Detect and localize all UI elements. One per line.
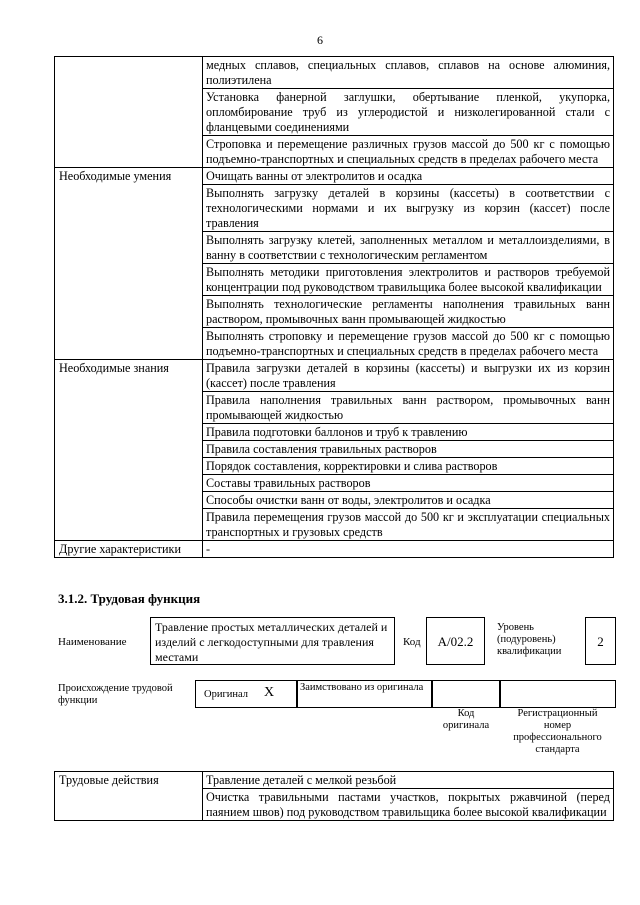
code-label: Код (403, 636, 421, 648)
table-row (55, 57, 614, 89)
original-label: Оригинал (204, 689, 248, 700)
table-row (55, 541, 614, 558)
level-box (585, 617, 616, 665)
row-item: Выполнять загрузку клетей, заполненных металлом и металлоизделиями, в ванну в соответствии с технологическим регламентом (203, 232, 614, 264)
row-item: Составы травильных растворов (203, 475, 614, 492)
row-item: Очищать ванны от электролитов и осадка (203, 168, 614, 185)
row-item: Правила перемещения грузов массой до 500 кг и эксплуатации специальных транспортных и грузовых средств (203, 509, 614, 541)
row-item: Правила загрузки деталей в корзины (кассеты) и выгрузки их из корзин (кассет) после травления (203, 360, 614, 392)
row-item: Правила составления травильных растворов (203, 441, 614, 458)
row-item: Установка фанерной заглушки, обертывание пленкой, укупорка, опломбирование труб из углеродистой и низколегированной стали с фланцевыми соединениями (203, 89, 614, 136)
row-item: Способы очистки ванн от воды, электролитов и осадка (203, 492, 614, 509)
row-item: Травление деталей с мелкой резьбой (203, 772, 614, 789)
table-row (55, 772, 614, 789)
level-label: Уровень (подуровень) квалификации (497, 622, 562, 657)
row-label: Необходимые умения (55, 168, 203, 360)
labor-actions-table (54, 771, 614, 821)
row-item: Порядок составления, корректировки и слива растворов (203, 458, 614, 475)
row-item: Правила подготовки баллонов и труб к травлению (203, 424, 614, 441)
page-number: 6 (317, 33, 323, 47)
row-item: Выполнять методики приготовления электролитов и растворов требуемой концентрации под руководством травильщика более высокой квалификации (203, 264, 614, 296)
reg-number-caption: Регистрационный номер профессионального стандарта (513, 708, 602, 755)
table-row (55, 360, 614, 392)
original-mark: X (264, 685, 275, 700)
name-label: Наименование (58, 636, 127, 648)
origin-label: Происхождение трудовой функции (58, 683, 173, 706)
code-original-caption: Код оригинала (442, 708, 490, 731)
row-label: Необходимые знания (55, 360, 203, 541)
table-row (55, 168, 614, 185)
row-item: Строповка и перемещение различных грузов массой до 500 кг с помощью подъемно-транспортных и специальных средств в пределах рабочего места (203, 136, 614, 168)
row-label (55, 57, 203, 168)
row-label: Трудовые действия (55, 772, 203, 821)
original-cell (195, 680, 298, 708)
code-original-cell (431, 680, 501, 708)
row-item: Выполнять технологические регламенты наполнения травильных ванн раствором, промывочных ванн промывающей жидкостью (203, 296, 614, 328)
row-item: Очистка травильными пастами участков, покрытых ржавчиной (перед паянием швов) под руководством травильщика более высокой квалификации (203, 789, 614, 821)
row-item: Правила наполнения травильных ванн раствором, промывочных ванн промывающей жидкостью (203, 392, 614, 424)
row-label: Другие характеристики (55, 541, 203, 558)
row-item: Выполнять строповку и перемещение грузов массой до 500 кг с помощью подъемно-транспортных и специальных средств в пределах рабочего места (203, 328, 614, 360)
requirements-table (54, 56, 614, 558)
name-value: Травление простых металлических деталей и изделий с легкодоступными для травления местами (155, 620, 388, 664)
level-value: 2 (597, 634, 604, 649)
name-box (150, 617, 395, 665)
code-box (426, 617, 485, 665)
section-title: 3.1.2. Трудовая функция (58, 591, 201, 606)
borrowed-label: Заимствовано из оригинала (300, 682, 424, 693)
borrowed-cell (296, 680, 433, 708)
code-value: А/02.2 (437, 634, 474, 649)
row-item: медных сплавов, специальных сплавов, сплавов на основе алюминия, полиэтилена (203, 57, 614, 89)
row-item: - (203, 541, 614, 558)
row-item: Выполнять загрузку деталей в корзины (кассеты) в соответствии с технологическими нормами и их выгрузку из корзин (кассет) после травления (203, 185, 614, 232)
reg-number-cell (499, 680, 616, 708)
